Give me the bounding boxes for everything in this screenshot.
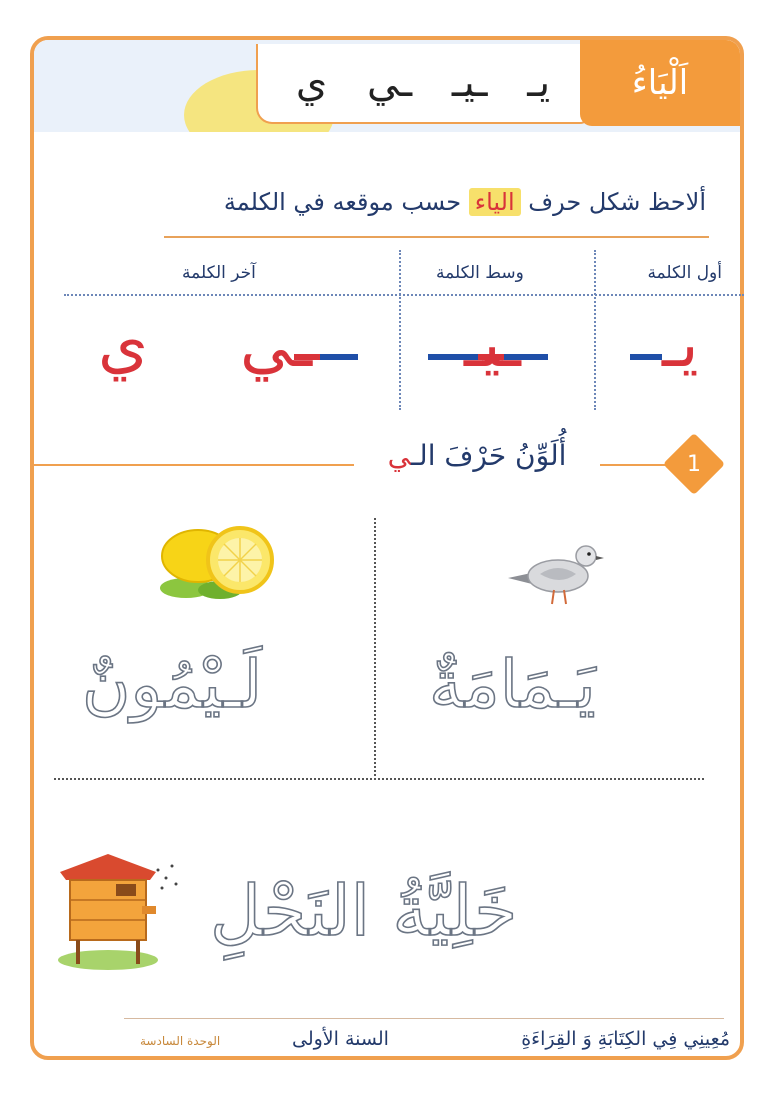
exercise-title-main: أُلَوِّنُ حَرْفَ الـ (410, 439, 567, 472)
lemon-image (154, 516, 284, 606)
exercise-number: 1 (687, 451, 701, 477)
cell-divider-vertical (374, 518, 376, 780)
beehive-landing-board (142, 906, 156, 914)
bees (157, 865, 178, 890)
letter-title: اَلْيَاءُ (631, 63, 689, 103)
beehive-roof (60, 854, 156, 880)
connector-initial-blue (630, 354, 662, 360)
letter-form-final: ـي (367, 60, 413, 106)
footer-year: السنة الأولى (292, 1028, 389, 1050)
dove-image (502, 534, 606, 608)
column-divider-1 (594, 250, 596, 410)
big-letter-final: ـي (240, 308, 313, 382)
section-line-left (34, 464, 354, 466)
dove-head (576, 546, 596, 566)
letter-forms-box (256, 44, 590, 124)
column-divider-2 (399, 250, 401, 410)
worksheet-page (30, 36, 744, 1060)
column-header-middle: وسط الكلمة (436, 263, 524, 283)
footer-unit: الوحدة السادسة (140, 1034, 221, 1048)
connector-final-blue (320, 354, 358, 360)
footer-divider (124, 1018, 724, 1019)
word-outline-khaliyat-alnahl: خَلِيَّةُ النَحْلِ (210, 870, 518, 952)
letter-form-isolated: ي (295, 60, 328, 106)
word-outline-laymoun: لَـيْمُونٌ (82, 646, 263, 723)
beehive-image (46, 848, 186, 978)
word-outline-yamama: يَـمَامَةٌ (429, 646, 596, 723)
lemon-slice-segments (218, 538, 262, 582)
letter-forms-row (258, 44, 588, 122)
big-letter-medial: ـيـ (464, 308, 521, 382)
dove-beak (596, 556, 604, 560)
big-letter-initial: يـ (662, 308, 699, 382)
cell-divider-horizontal (54, 778, 704, 780)
letter-form-initial: يـ (527, 60, 551, 106)
instruction-before: ألاحظ شكل حرف (528, 188, 706, 216)
beehive-window (116, 884, 136, 896)
instruction-text (224, 188, 706, 216)
column-header-start: أول الكلمة (647, 263, 722, 283)
instruction-after: حسب موقعه في الكلمة (223, 188, 462, 216)
column-header-end: آخر الكلمة (182, 263, 256, 283)
letter-form-medial: ـيـ (451, 60, 488, 106)
exercise-title (352, 439, 602, 472)
beehive-grass (58, 950, 158, 970)
dove-eye (587, 552, 591, 556)
footer-book-title: مُعِينِي فِي الكِتَابَةِ وَ القِرَاءَةِ (521, 1028, 730, 1050)
table-header-divider (64, 294, 744, 296)
instruction-underline (164, 236, 709, 238)
instruction-highlight: الياء (469, 188, 521, 216)
exercise-title-letter: ي (387, 439, 411, 472)
big-letter-isolated: ي (98, 308, 149, 382)
